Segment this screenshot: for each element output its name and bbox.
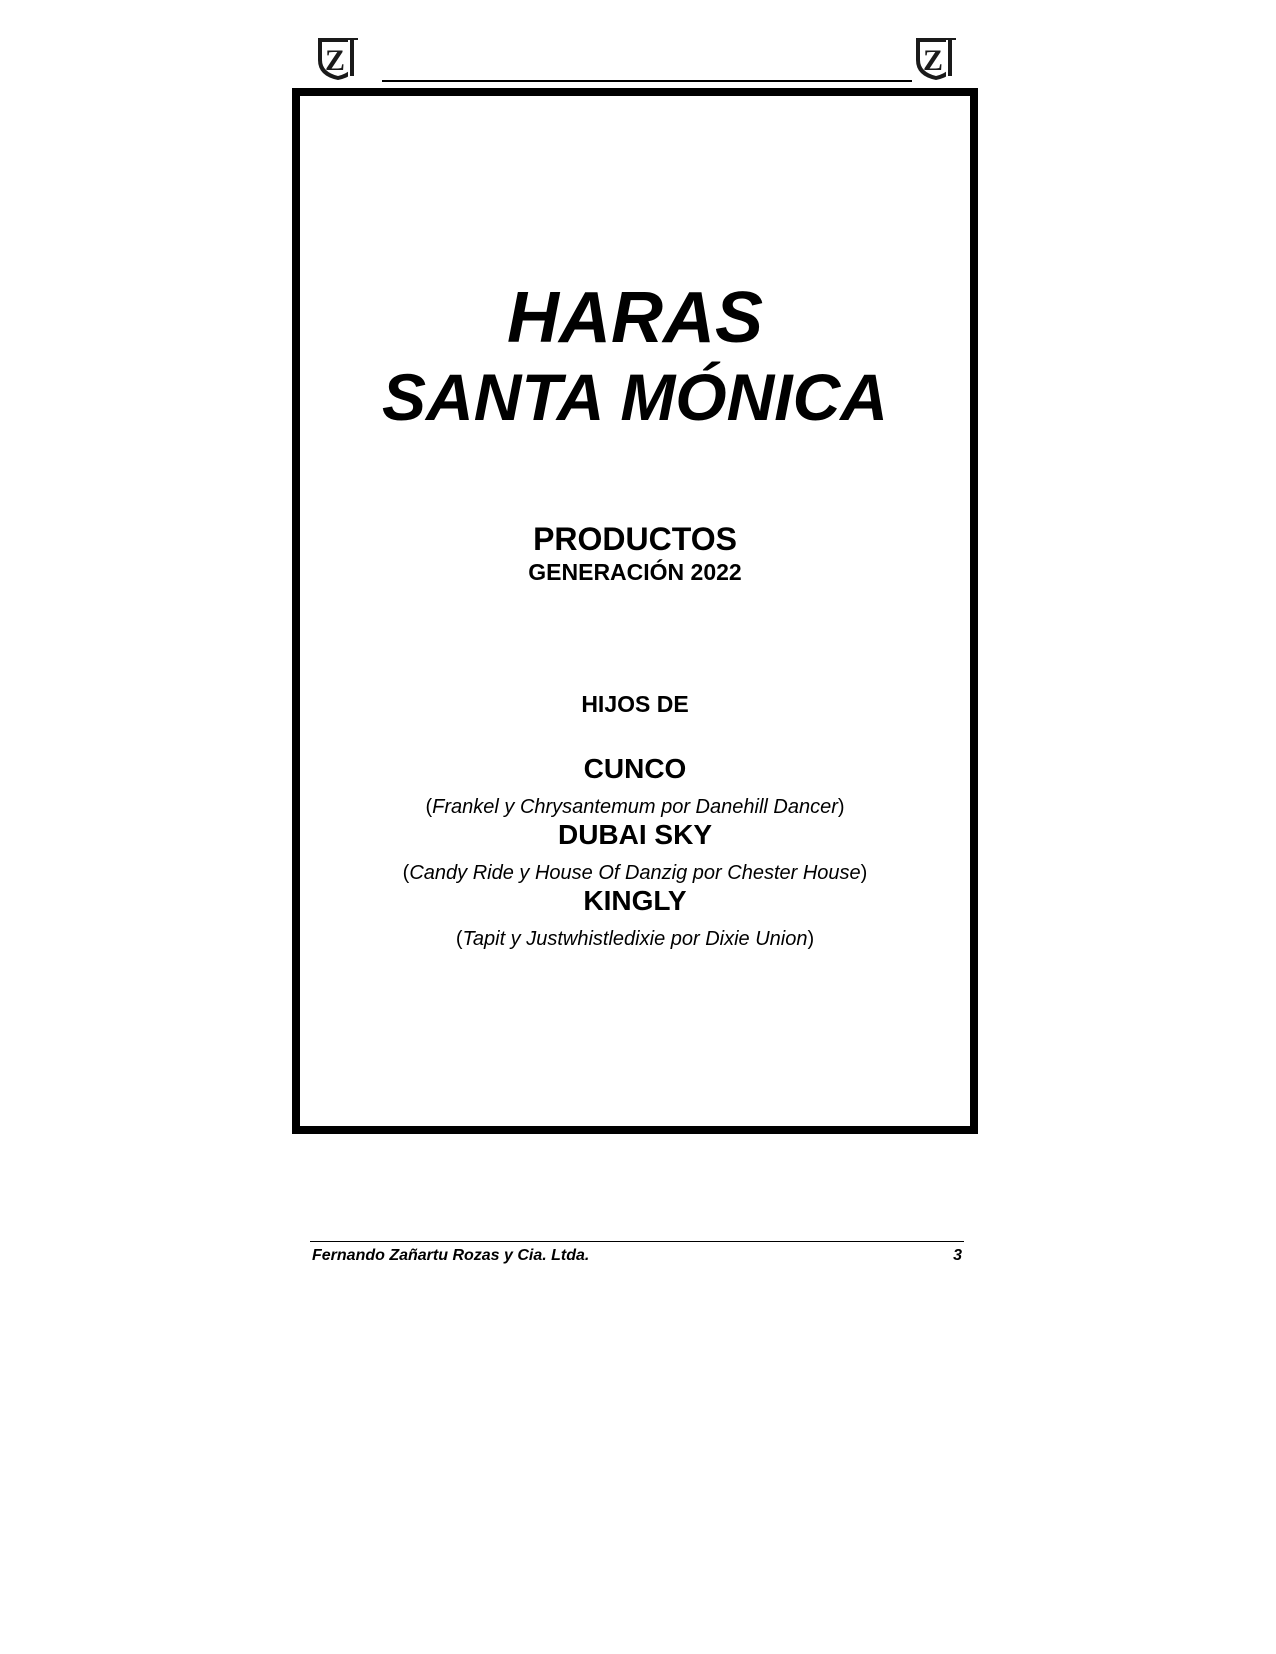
page-number: 3 — [953, 1247, 962, 1264]
pedigree-close-paren: ) — [837, 796, 845, 818]
pedigree-close-paren: ) — [807, 928, 815, 950]
sire-name: CUNCO — [583, 753, 687, 784]
pedigree-text: Candy Ride y House Of Danzig por Chester House — [409, 862, 861, 884]
sire-name: KINGLY — [583, 885, 687, 916]
svg-text:Z: Z — [324, 44, 346, 77]
sire-pedigree — [292, 926, 978, 952]
cover-title-line-1: HARAS — [506, 278, 763, 358]
generation-heading: GENERACIÓN 2022 — [528, 559, 742, 585]
zl-shield-logo-icon — [912, 34, 960, 82]
header-divider — [382, 80, 912, 82]
cover-title-line-2: SANTA MÓNICA — [382, 360, 888, 434]
footer-divider — [310, 1241, 964, 1242]
section-heading: PRODUCTOS — [533, 521, 737, 557]
pedigree-open-paren: ( — [455, 928, 463, 950]
zl-shield-logo-icon — [314, 34, 362, 82]
footer-company: Fernando Zañartu Rozas y Cia. Ltda. — [312, 1247, 590, 1264]
svg-text:Z: Z — [922, 44, 944, 77]
pedigree-text: Tapit y Justwhistledixie por Dixie Union — [462, 928, 808, 950]
sire-pedigree — [292, 860, 978, 886]
pedigree-close-paren: ) — [860, 862, 868, 884]
pedigree-text: Frankel y Chrysantemum por Danehill Dancer — [432, 796, 838, 818]
cover-frame — [292, 88, 978, 1134]
sire-name: DUBAI SKY — [557, 819, 712, 850]
pedigree-open-paren: ( — [425, 796, 433, 818]
intro-label: HIJOS DE — [581, 691, 689, 717]
pedigree-open-paren: ( — [402, 862, 410, 884]
sire-pedigree — [292, 794, 978, 820]
